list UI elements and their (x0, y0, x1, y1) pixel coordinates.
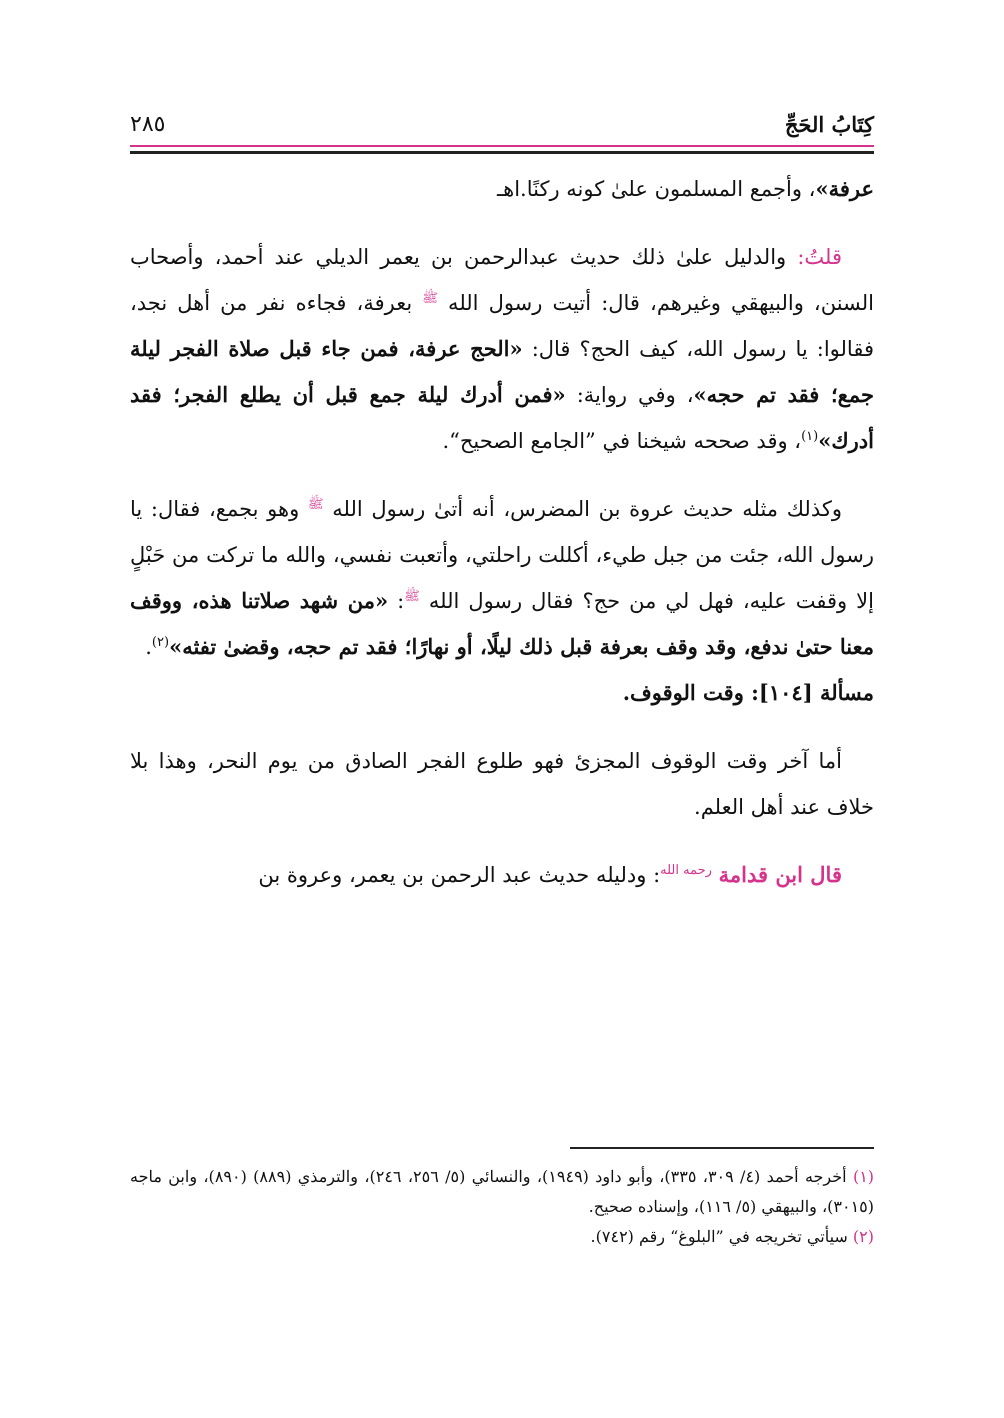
paragraph-5 (130, 852, 874, 898)
p3-text-1: وكذلك مثله حديث عروة بن المضرس، أنه أتىٰ رسول الله (323, 497, 842, 521)
scholar-name: قال ابن قدامة (718, 862, 842, 887)
header-rule-pink (130, 145, 874, 147)
header-rule-black (130, 151, 874, 154)
salutation-glyph: ﷺ (404, 589, 420, 604)
mercy-glyph: رحمه الله (660, 863, 712, 878)
footnote-ref-1[interactable]: (١) (801, 429, 819, 444)
page-header (130, 108, 874, 144)
footnote-ref-2[interactable]: (٢) (151, 635, 170, 650)
p3-text-3: : (388, 589, 405, 613)
hadith-quote-variant: «فمن أدرك ليلة جمع قبل أن يطلع الفجر؛ فقد أدرك» (130, 382, 874, 453)
footnote-text: أخرجه أحمد (٤/ ٣٠٩، ٣٣٥)، وأبو داود (١٩٤٩)، والنسائي (٥/ ٢٥٦، ٢٤٦)، والترمذي (٨٨٩) (٨٩٠)، وابن ماجه (٣٠١٥)، والبيهقي (٥/ ١١٦)، وإسناده صحيح. (130, 1167, 874, 1216)
paragraph-3 (130, 486, 874, 670)
p2-text-2: بعرفة، فجاءه نفر من أهل نجد، فقالوا: يا رسول الله، كيف الحج؟ قال: (130, 291, 874, 361)
p3-text-4: . (145, 635, 152, 659)
hadith-quote: «من شهد صلاتنا هذه، ووقف معنا حتىٰ ندفع، وقد وقف بعرفة قبل ذلك ليلًا، أو نهارًا؛ فقد تم حجه، وقضىٰ تفثه» (130, 588, 874, 659)
qult-marker: قلتُ: (797, 245, 842, 269)
footnote-separator (570, 1147, 874, 1149)
salutation-glyph: ﷺ (307, 497, 324, 512)
p3-text-2: وهو بجمع، فقال: يا رسول الله، جئت من جبل طيء، أكللت راحلتي، وأتعبت نفسي، والله ما تركت من حَبْلٍ إلا وقفت عليه، فهل لي من حج؟ فقال رسول الله (130, 497, 874, 613)
footnote-2 (130, 1222, 874, 1252)
p2-text-3: ، وفي رواية: (565, 383, 694, 407)
issue-heading: مسألة [١٠٤]: وقت الوقوف. (622, 680, 874, 705)
salutation-glyph: ﷺ (422, 291, 438, 306)
paragraph-1-text: ، وأجمع المسلمون علىٰ كونه ركنًا.اهـ (497, 177, 816, 201)
main-text (130, 166, 874, 898)
quote-end: عرفة» (815, 176, 874, 201)
paragraph-1 (130, 166, 874, 212)
footnote-text: سيأتي تخريجه في ”البلوغ“ رقم (٧٤٢). (590, 1227, 853, 1246)
footnote-1 (130, 1162, 874, 1222)
paragraph-2 (130, 234, 874, 464)
footnotes (130, 1162, 874, 1252)
p2-text-1: والدليل علىٰ ذلك حديث عبدالرحمن بن يعمر الديلي عند أحمد، وأصحاب السنن، والبيهقي وغيرهم، قال: أتيت رسول الله (130, 245, 874, 315)
p2-text-4: ، وقد صححه شيخنا في ”الجامع الصحيح“. (442, 429, 802, 453)
running-title: كِتَابُ الحَجِّ (784, 112, 874, 137)
p5-text: : ودليله حديث عبد الرحمن بن يعمر، وعروة بن (258, 863, 661, 887)
page-number: ٢٨٥ (130, 112, 166, 137)
footnote-number: (١) (852, 1167, 875, 1186)
paragraph-4: أما آخر وقت الوقوف المجزئ فهو طلوع الفجر الصادق من يوم النحر، وهذا بلا خلاف عند أهل العلم. (130, 749, 874, 819)
hadith-quote: «الحج عرفة، فمن جاء قبل صلاة الفجر ليلة جمع؛ فقد تم حجه» (130, 336, 874, 407)
footnote-number: (٢) (852, 1227, 874, 1246)
